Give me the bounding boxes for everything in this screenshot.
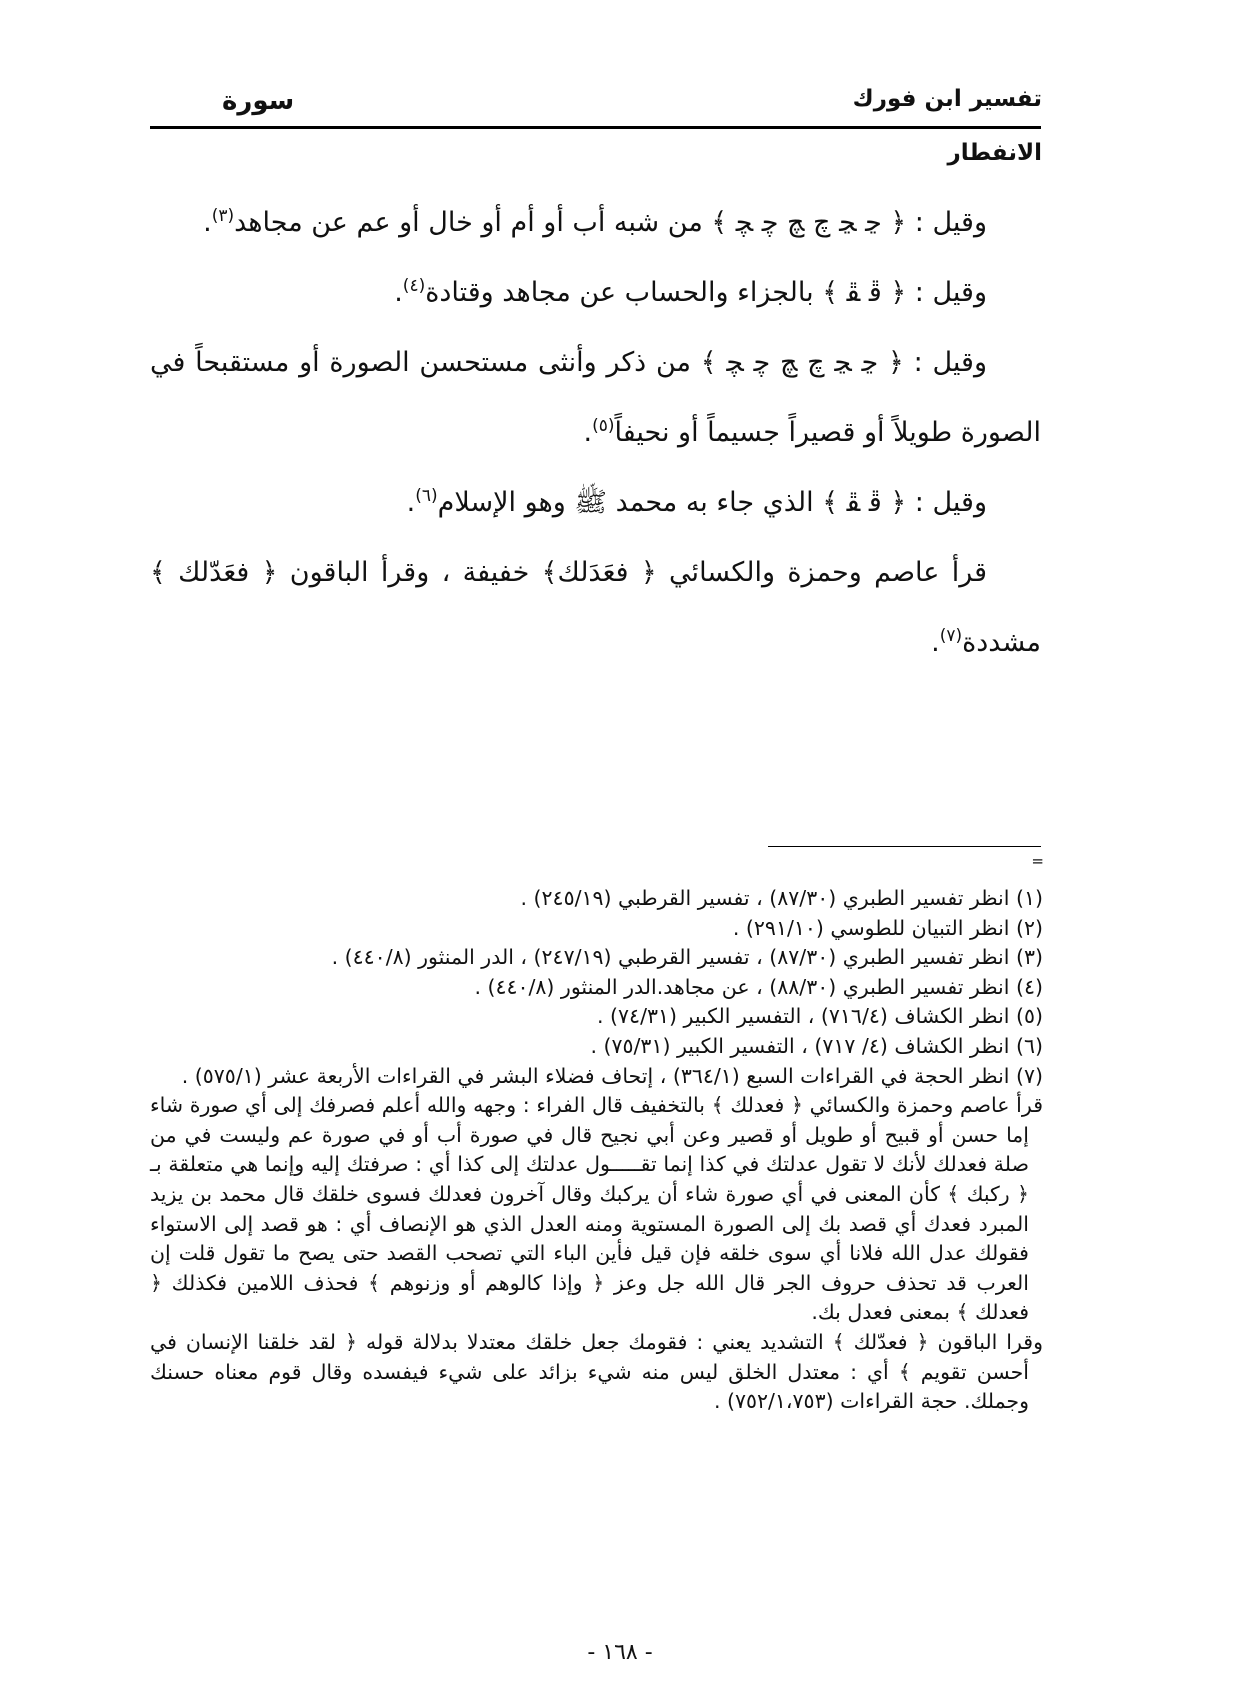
footnote-5: (٥) انظر الكشاف (٧١٦/٤) ، التفسير الكبير (٧٤/٣١) . xyxy=(597,1004,1043,1029)
footnote-4: (٤) انظر تفسير الطبري (٨٨/٣٠) ، عن مجاهد.الدر المنثور (٤٤٠/٨) . xyxy=(474,974,1043,999)
p2-lead: وقيل : xyxy=(906,277,987,308)
footnote-separator xyxy=(768,846,1041,847)
p5-text-a: قرأ عاصم وحمزة والكسائي xyxy=(656,557,988,588)
p1-ayah: ﴿ ﭸ ﭹ ﭺ ﭻ ﭼ ﭽ ﴾ xyxy=(711,207,907,238)
main-text xyxy=(150,188,1041,678)
p2-text: بالجزاء والحساب عن مجاهد وقتادة xyxy=(425,277,823,308)
p5-footnote-ref[interactable]: (٧) xyxy=(939,626,963,646)
header-surah-label: سورة xyxy=(222,86,295,116)
p3-lead: وقيل : xyxy=(903,347,987,378)
p3-ayah: ﴿ ﭸ ﭹ ﭺ ﭻ ﭼ ﭽ ﴾ xyxy=(700,347,904,378)
p5-text-c: مشددة xyxy=(962,627,1041,658)
p4-ayah: ﴿ ﭰ ﭱ ﴾ xyxy=(822,487,907,518)
footnotes xyxy=(150,884,1043,1417)
p2-ayah: ﴿ ﭰ ﭱ ﴾ xyxy=(822,277,907,308)
p1-footnote-ref[interactable]: (٣) xyxy=(211,206,235,226)
p5-text-b: خفيفة ، وقرأ الباقون xyxy=(277,557,542,588)
p3-end: . xyxy=(583,417,593,448)
footnote-note-2: وقرا الباقون ﴿ فعدّلك ﴾ التشديد يعني : فقومك جعل خلقك معتدلا بدلالة قوله ﴿ لقد خلقنا الإنسان في أحسن تقويم ﴾ أي : معتدل الخلق ليس منه شيء بزائد على شيء فيفسده وقال قوم معناه حسنك وجملك. حجة القراءات (٧٥٢/١،٧٥٣) . xyxy=(150,1329,1043,1414)
footnote-6: (٦) انظر الكشاف (٤/ ٧١٧) ، التفسير الكبير (٧٥/٣١) . xyxy=(590,1033,1043,1058)
paragraph-4 xyxy=(150,468,1041,538)
p2-end: . xyxy=(394,277,403,308)
p5-ayah-a: ﴿ فعَدَلك﴾ xyxy=(541,557,657,588)
footnote-1: (١) انظر تفسير الطبري (٨٧/٣٠) ، تفسير القرطبي (٢٤٥/١٩) . xyxy=(520,886,1043,910)
paragraph-1 xyxy=(150,188,1041,258)
p5-end: . xyxy=(931,627,940,658)
p5-ayah-b: ﴿ فعَدّلك ﴾ xyxy=(150,557,278,588)
footnote-note-1: قرأ عاصم وحمزة والكسائي ﴿ فعدلك ﴾ بالتخفيف قال الفراء : وجهه والله أعلم فصرفك إلى أي صورة شاء إما حسن أو قبيح أو طويل أو قصير وعن أبي نجيح قال في صورة أب أو في صورة عم وليست في من صلة فعدلك لأنك لا تقول عدلتك في كذا إنما تقـــــول عدلتك إلى كذا أي : صرفتك إليه وإنما هي متعلقة بـ ﴿ ركبك ﴾ كأن المعنى في أي صورة شاء أن يركبك وقال آخرون فعدلك فسوى خلقك قال محمد بن يزيد المبرد فعدك أي قصد بك إلى الصورة المستوية ومنه العدل الذي هو الإنصاف أي : هو قصد إلى الاستواء فقولك عدل الله فلانا أي سوى خلقه فإن قيل فأين الباء التي تصحب القصد حتى يصح ما تقول قلت إن العرب قد تحذف حروف الجر قال الله جل وعز ﴿ وإذا كالوهم أو وزنوهم ﴾ فحذف اللامين فكذلك ﴿ فعدلك ﴾ بمعنى فعدل بك. xyxy=(150,1093,1043,1325)
p4-footnote-ref[interactable]: (٦) xyxy=(415,486,438,506)
p3-footnote-ref[interactable]: (٥) xyxy=(592,416,615,436)
header-surah-name: الانفطار xyxy=(947,140,1042,166)
footnote-3: (٣) انظر تفسير الطبري (٨٧/٣٠) ، تفسير القرطبي (٢٤٧/١٩) ، الدر المنثور (٤٤٠/٨) . xyxy=(331,945,1043,970)
footnote-7: (٧) انظر الحجة في القراءات السبع (٣٦٤/١) ، إتحاف فضلاء البشر في القراءات الأربعة عشر (٥٧٥/١) . xyxy=(181,1063,1043,1088)
header-rule xyxy=(150,126,1041,129)
p2-footnote-ref[interactable]: (٤) xyxy=(402,276,426,296)
p4-lead: وقيل : xyxy=(906,487,987,518)
footnote-2: (٢) انظر التبيان للطوسي (٢٩١/١٠) . xyxy=(732,915,1043,940)
paragraph-3 xyxy=(150,328,1041,468)
paragraph-5 xyxy=(150,538,1041,678)
page-number: - ١٦٨ - xyxy=(587,1640,653,1665)
p3-text: من ذكر وأنثى مستحسن الصورة أو مستقبحاً في الصورة طويلاً أو قصيراً جسيماً أو نحيفاً xyxy=(150,347,1041,448)
p4-end: . xyxy=(406,487,416,518)
p1-lead: وقيل : xyxy=(906,207,987,238)
paragraph-2 xyxy=(150,258,1041,328)
footnote-continuation-marker: = xyxy=(1031,852,1044,870)
p1-text: من شبه أب أو أم أو خال أو عم عن مجاهد xyxy=(234,207,712,238)
p4-text: الذي جاء به محمد ﷺ وهو الإسلام xyxy=(437,487,823,518)
header-book-title: تفسير ابن فورك xyxy=(852,86,1042,112)
p1-end: . xyxy=(203,207,212,238)
